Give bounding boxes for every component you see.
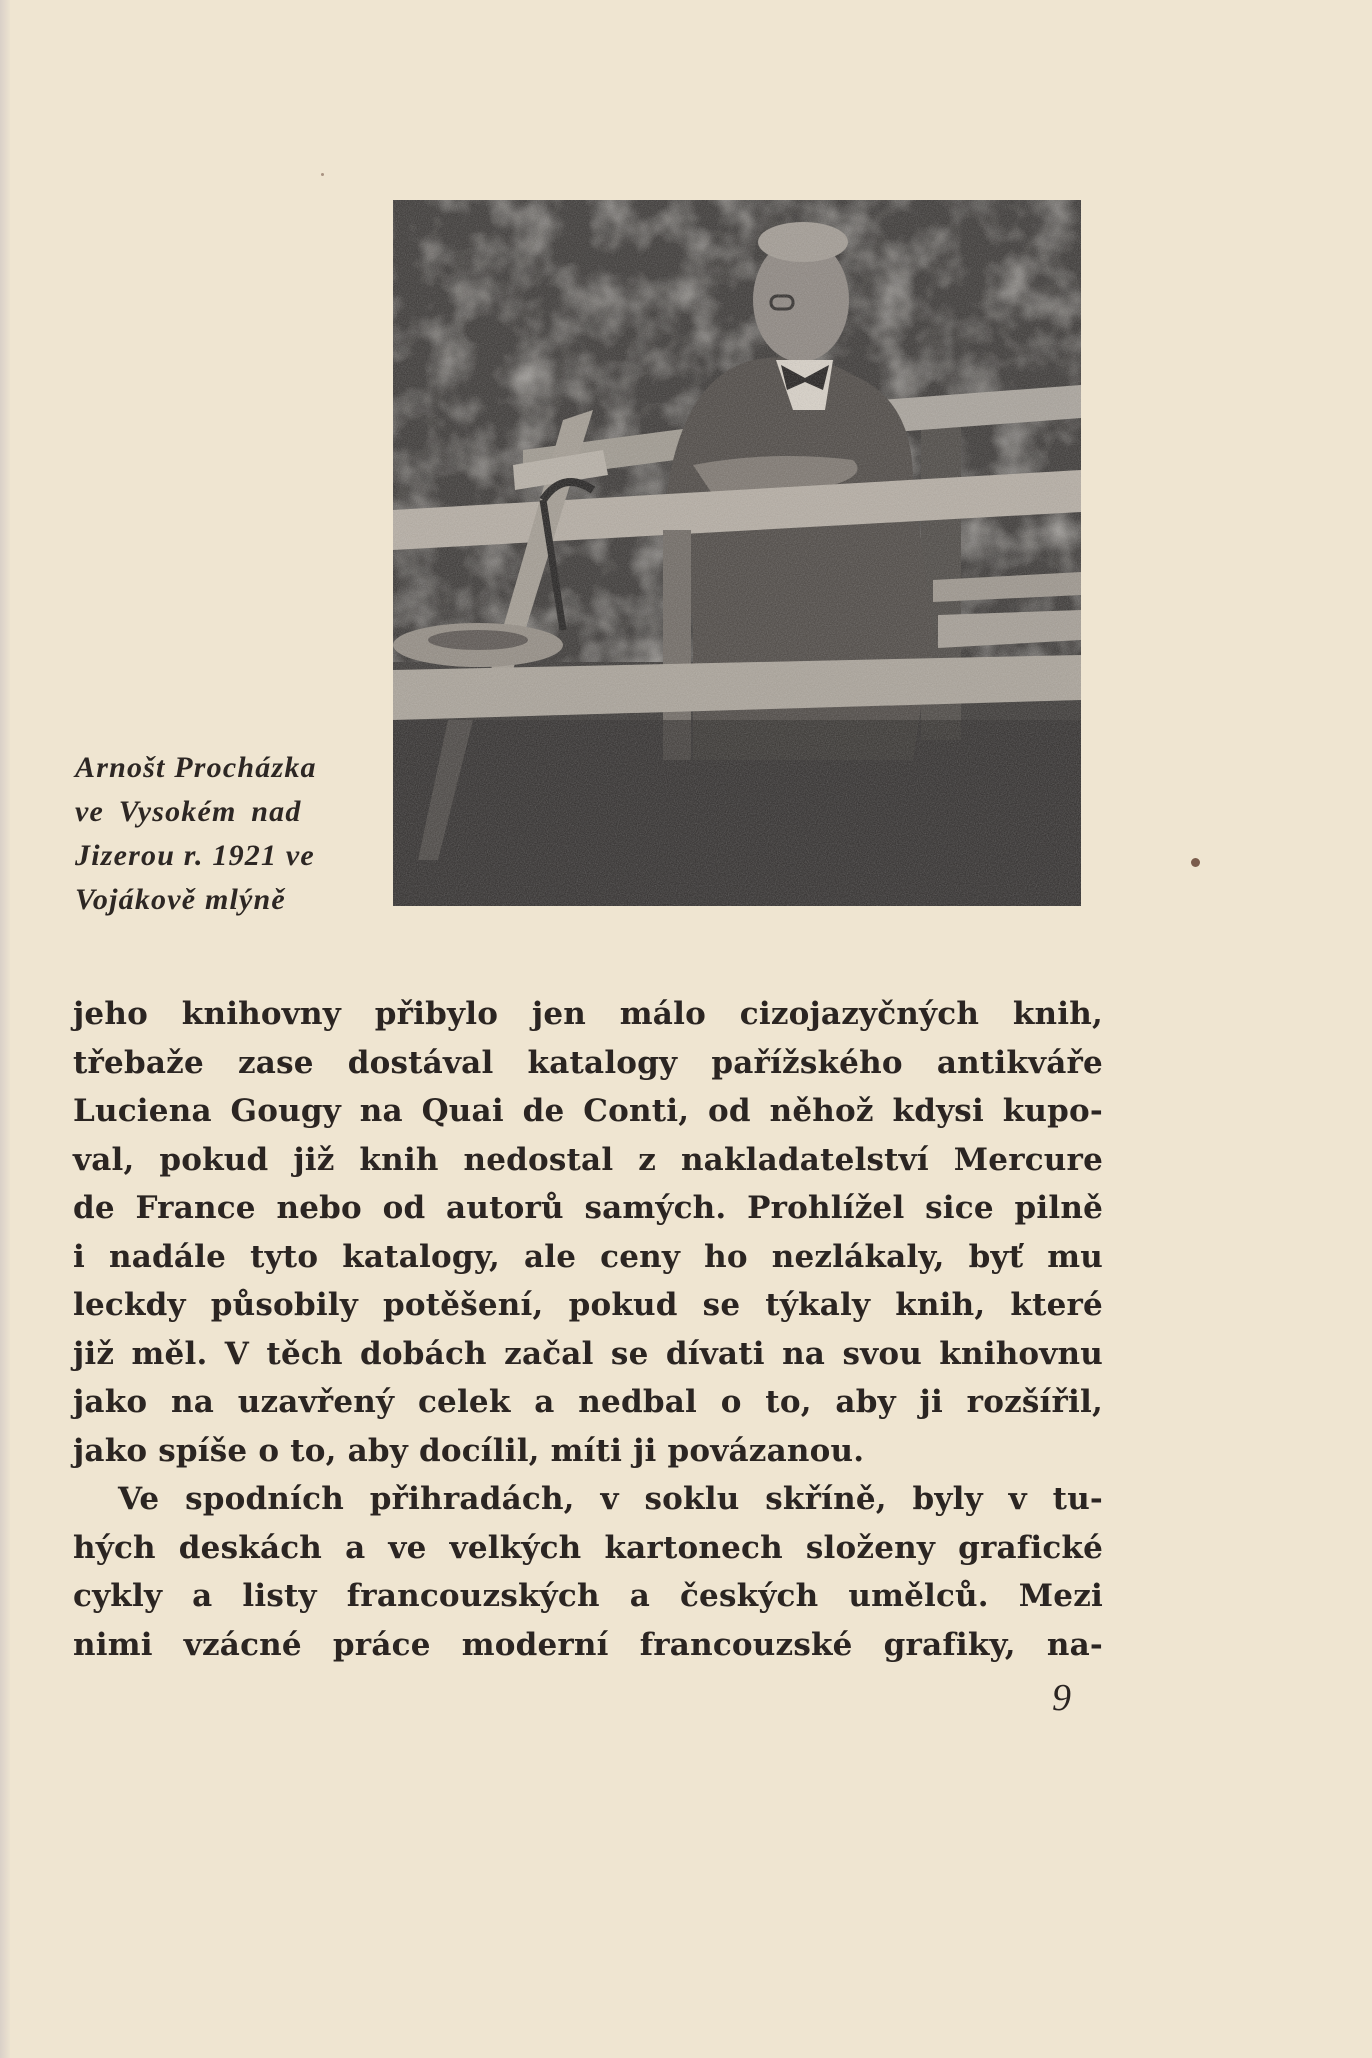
text-line: jako spíše o to, aby docílil, míti ji povázanou. (73, 1432, 865, 1469)
paper-speck (1191, 858, 1200, 867)
text-line: de France nebo od autorů samých. Prohlížel sice pilně (73, 1190, 1103, 1226)
caption-line: Jizerou r. 1921 ve (75, 839, 315, 872)
text-line: hých deskách a ve velkých kartonech složeny grafické (73, 1529, 1103, 1566)
paper-speck (321, 173, 324, 176)
text-line: jako na uzavřený celek a nedbal o to, aby ji rozšířil, (73, 1384, 1103, 1420)
text-line: nimi vzácné práce moderní francouzské grafiky, na- (73, 1626, 1103, 1663)
photo-illustration (393, 200, 1081, 906)
text-line: Ve spodních přihradách, v soklu skříně, byly v tu- (118, 1481, 1103, 1517)
text-line: třebaže zase dostával katalogy pařížského antikváře (73, 1044, 1103, 1081)
paragraph (73, 1475, 1103, 1669)
caption-line: Vojákově mlýně (75, 883, 286, 916)
text-line: leckdy působily potěšení, pokud se týkaly knih, které (73, 1287, 1103, 1323)
body-text (73, 990, 1103, 1669)
photo-caption (75, 746, 355, 922)
caption-line: ve Vysokém nad (75, 795, 302, 828)
text-line: val, pokud již knih nedostal z nakladatelství Mercure (73, 1141, 1103, 1178)
page-edge-shadow (0, 0, 10, 2058)
text-line: i nadále tyto katalogy, ale ceny ho nezlákaly, byť mu (73, 1238, 1103, 1275)
text-line: Luciena Gougy na Quai de Conti, od něhož kdysi kupo- (73, 1093, 1103, 1129)
text-line: již měl. V těch dobách začal se dívati na svou knihovnu (73, 1335, 1103, 1372)
text-line: cykly a listy francouzských a českých umělců. Mezi (73, 1578, 1103, 1614)
paragraph (73, 990, 1103, 1475)
halftone-grain (393, 200, 1081, 906)
portrait-photo (393, 200, 1081, 906)
page-number: 9 (1052, 1677, 1071, 1719)
caption-line: Arnošt Procházka (75, 751, 317, 784)
text-line: jeho knihovny přibylo jen málo cizojazyčných knih, (73, 996, 1103, 1032)
